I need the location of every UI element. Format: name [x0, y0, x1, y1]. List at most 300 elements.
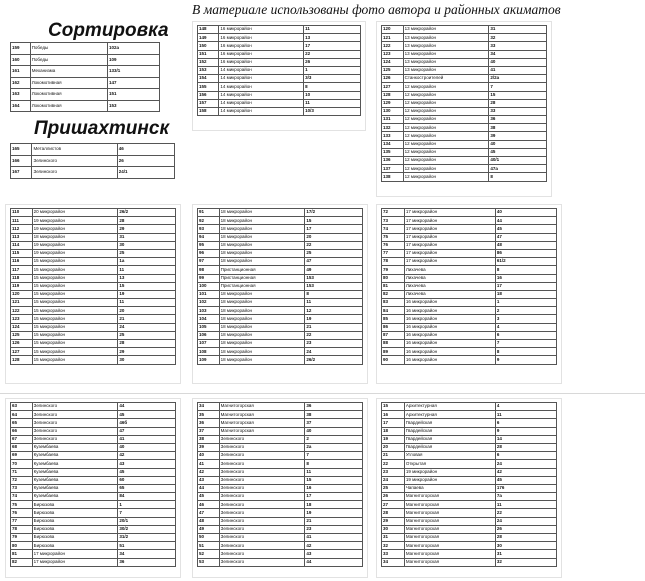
- table-row: [11, 427, 176, 435]
- house-number-cell: 26: [304, 58, 361, 66]
- house-number-cell: 40: [305, 427, 363, 435]
- table-row: [382, 340, 557, 348]
- street-name-cell: Зелинского: [219, 435, 305, 443]
- table-row: [382, 315, 557, 323]
- street-name-cell: 12 микрорайон: [403, 132, 489, 140]
- street-name-cell: Зелинского: [32, 155, 117, 167]
- street-name-cell: Бирюзова: [32, 525, 118, 533]
- table-row: [382, 493, 557, 501]
- street-name-cell: 12 микрорайон: [403, 140, 489, 148]
- table-row: [382, 91, 547, 99]
- street-name-cell: Угловая: [404, 452, 495, 460]
- street-name-cell: Зелинского: [219, 517, 305, 525]
- row-number-cell: 74: [11, 493, 33, 501]
- row-number-cell: 78: [11, 525, 33, 533]
- row-number-cell: 87: [382, 331, 405, 339]
- street-name-cell: Зелинского: [219, 550, 305, 558]
- table-row: [198, 427, 363, 435]
- table-row: [11, 493, 176, 501]
- table-row: [198, 517, 363, 525]
- table-row: [382, 58, 547, 66]
- table-row: [198, 209, 363, 217]
- table-row: [382, 323, 557, 331]
- row-number-cell: 100: [198, 282, 220, 290]
- house-number-cell: 24: [305, 348, 363, 356]
- row-number-cell: 81: [382, 282, 405, 290]
- table-row: [382, 411, 557, 419]
- house-number-cell: 47а: [489, 165, 547, 173]
- street-name-cell: Зелинского: [32, 435, 118, 443]
- house-number-cell: 40: [489, 58, 547, 66]
- table-row: [382, 83, 547, 91]
- address-table: [10, 143, 175, 179]
- street-name-cell: Кузембаева: [32, 493, 118, 501]
- table-row: [382, 173, 547, 181]
- street-name-cell: 18 микрорайон: [219, 307, 305, 315]
- house-number-cell: 33: [489, 107, 547, 115]
- table-row: [11, 43, 160, 55]
- table-panel-110-128: [5, 204, 181, 384]
- row-number-cell: 125: [382, 66, 404, 74]
- row-number-cell: 119: [11, 282, 33, 290]
- house-number-cell: 10/3: [304, 107, 361, 115]
- street-name-cell: Магнитогорская: [404, 525, 495, 533]
- house-number-cell: 47: [305, 258, 363, 266]
- house-number-cell: 61/2: [495, 258, 556, 266]
- street-name-cell: 15 микрорайон: [32, 356, 118, 364]
- street-name-cell: 19 микрорайон: [404, 476, 495, 484]
- street-name-cell: Магнитогорская: [219, 419, 305, 427]
- street-name-cell: 16 микрорайон: [219, 26, 304, 34]
- table-row: [382, 34, 547, 42]
- table-row: [11, 340, 176, 348]
- row-number-cell: 68: [11, 443, 33, 451]
- house-number-cell: 8: [305, 460, 363, 468]
- house-number-cell: 43: [305, 550, 363, 558]
- house-number-cell: 28: [495, 534, 556, 542]
- house-number-cell: 17: [495, 282, 556, 290]
- row-number-cell: 151: [198, 50, 219, 58]
- row-number-cell: 25: [382, 484, 405, 492]
- street-name-cell: Магнитогорская: [404, 550, 495, 558]
- table-row: [11, 307, 176, 315]
- house-number-cell: 176: [495, 484, 556, 492]
- row-number-cell: 158: [198, 107, 219, 115]
- row-number-cell: 38: [198, 435, 220, 443]
- row-number-cell: 95: [198, 241, 220, 249]
- table-row: [382, 476, 557, 484]
- house-number-cell: 31: [495, 550, 556, 558]
- row-number-cell: 80: [11, 542, 33, 550]
- table-row: [198, 233, 363, 241]
- house-number-cell: 7: [489, 83, 547, 91]
- row-number-cell: 152: [198, 58, 219, 66]
- table-row: [11, 348, 176, 356]
- street-name-cell: Пристанционная: [219, 266, 305, 274]
- street-name-cell: 16 микрорайон: [219, 34, 304, 42]
- house-number-cell: 40: [495, 209, 556, 217]
- house-number-cell: 15: [305, 217, 363, 225]
- row-number-cell: 74: [382, 225, 405, 233]
- row-number-cell: 118: [11, 274, 33, 282]
- house-number-cell: 11: [118, 299, 176, 307]
- house-number-cell: 31: [118, 233, 176, 241]
- prishakhtinsk-table-panel: [10, 143, 175, 181]
- house-number-cell: 41: [489, 66, 547, 74]
- house-number-cell: 9: [495, 427, 556, 435]
- street-name-cell: Металлистов: [32, 144, 117, 156]
- table-row: [11, 258, 176, 266]
- street-name-cell: 15 микрорайон: [32, 348, 118, 356]
- row-number-cell: 88: [382, 340, 405, 348]
- row-number-cell: 73: [11, 484, 33, 492]
- table-row: [11, 209, 176, 217]
- house-number-cell: 14: [495, 435, 556, 443]
- house-number-cell: 39: [489, 132, 547, 140]
- row-number-cell: 45: [198, 493, 220, 501]
- street-name-cell: 12 микрорайон: [403, 91, 489, 99]
- house-number-cell: 32: [495, 558, 556, 566]
- street-name-cell: 19 микрорайон: [32, 217, 118, 225]
- row-number-cell: 162: [11, 77, 31, 89]
- street-name-cell: Локомотивная: [30, 89, 107, 101]
- house-number-cell: 153: [107, 100, 159, 112]
- table-row: [198, 493, 363, 501]
- row-number-cell: 97: [198, 258, 220, 266]
- table-row: [198, 468, 363, 476]
- row-number-cell: 85: [382, 315, 405, 323]
- row-number-cell: 104: [198, 315, 220, 323]
- address-table: [381, 402, 557, 567]
- row-number-cell: 163: [11, 89, 31, 101]
- street-name-cell: Зелинского: [32, 427, 118, 435]
- row-number-cell: 124: [11, 323, 33, 331]
- table-row: [11, 315, 176, 323]
- row-number-cell: 164: [11, 100, 31, 112]
- street-name-cell: 14 микрорайон: [219, 107, 304, 115]
- house-number-cell: 20: [305, 233, 363, 241]
- street-name-cell: 15 микрорайон: [32, 282, 118, 290]
- row-number-cell: 83: [382, 299, 405, 307]
- table-row: [382, 419, 557, 427]
- house-number-cell: 30: [495, 542, 556, 550]
- row-number-cell: 84: [382, 307, 405, 315]
- table-row: [382, 274, 557, 282]
- house-number-cell: 25: [305, 249, 363, 257]
- table-row: [382, 452, 557, 460]
- house-number-cell: 16: [305, 484, 363, 492]
- table-row: [382, 348, 557, 356]
- street-name-cell: Победы: [30, 43, 107, 55]
- street-name-cell: Гвардейская: [404, 443, 495, 451]
- row-number-cell: 148: [198, 26, 219, 34]
- table-row: [382, 282, 557, 290]
- house-number-cell: 11: [118, 266, 176, 274]
- house-number-cell: 36: [489, 116, 547, 124]
- street-name-cell: Зелинского: [219, 558, 305, 566]
- row-number-cell: 21: [382, 452, 405, 460]
- house-number-cell: 34: [118, 550, 176, 558]
- table-panel-148-158: [192, 21, 366, 131]
- prishakhtinsk-heading: Пришахтинск: [34, 118, 170, 139]
- street-name-cell: Гвардейская: [404, 427, 495, 435]
- street-name-cell: Зелинского: [219, 443, 305, 451]
- table-row: [198, 107, 361, 115]
- table-row: [198, 299, 363, 307]
- street-name-cell: 15 микрорайон: [32, 307, 118, 315]
- house-number-cell: 40: [118, 443, 176, 451]
- row-number-cell: 98: [198, 266, 220, 274]
- house-number-cell: 6: [495, 331, 556, 339]
- house-number-cell: 33: [489, 42, 547, 50]
- street-name-cell: 15 микрорайон: [32, 290, 118, 298]
- street-name-cell: Кузембаева: [32, 443, 118, 451]
- house-number-cell: 7: [305, 452, 363, 460]
- row-number-cell: 16: [382, 411, 405, 419]
- row-number-cell: 153: [198, 66, 219, 74]
- street-name-cell: 17 микрорайон: [32, 550, 118, 558]
- house-number-cell: 2а: [305, 443, 363, 451]
- row-number-cell: 42: [198, 468, 220, 476]
- row-number-cell: 15: [382, 403, 405, 411]
- row-number-cell: 64: [11, 411, 33, 419]
- table-row: [11, 411, 176, 419]
- house-number-cell: 86: [495, 249, 556, 257]
- row-number-cell: 30: [382, 525, 405, 533]
- house-number-cell: 153: [305, 274, 363, 282]
- house-number-cell: 4: [495, 403, 556, 411]
- house-number-cell: 44: [305, 558, 363, 566]
- house-number-cell: 41: [118, 435, 176, 443]
- street-name-cell: 18 микрорайон: [219, 249, 305, 257]
- row-number-cell: 80: [382, 274, 405, 282]
- house-number-cell: 51: [118, 542, 176, 550]
- table-row: [11, 403, 176, 411]
- row-number-cell: 112: [11, 225, 33, 233]
- table-row: [198, 42, 361, 50]
- street-name-cell: Кузембаева: [32, 476, 118, 484]
- street-name-cell: 14 микрорайон: [219, 75, 304, 83]
- row-number-cell: 105: [198, 323, 220, 331]
- row-number-cell: 34: [382, 558, 405, 566]
- table-row: [382, 165, 547, 173]
- house-number-cell: 19: [305, 315, 363, 323]
- row-number-cell: 44: [198, 484, 220, 492]
- house-number-cell: 11: [304, 26, 361, 34]
- row-number-cell: 79: [382, 266, 405, 274]
- table-row: [11, 460, 176, 468]
- street-name-cell: 17 микрорайон: [404, 241, 495, 249]
- house-number-cell: 11: [304, 99, 361, 107]
- row-number-cell: 52: [198, 550, 220, 558]
- street-name-cell: 19 микрорайон: [32, 225, 118, 233]
- address-table: [10, 208, 176, 365]
- house-number-cell: 46: [117, 144, 174, 156]
- street-name-cell: Зелинского: [32, 167, 117, 179]
- house-number-cell: 26/2: [305, 356, 363, 364]
- house-number-cell: 22: [495, 509, 556, 517]
- street-name-cell: 12 микрорайон: [403, 165, 489, 173]
- table-panel-91-109: [192, 204, 368, 384]
- table-row: [198, 323, 363, 331]
- table-row: [198, 83, 361, 91]
- row-number-cell: 91: [198, 209, 220, 217]
- street-name-cell: Открытая: [404, 460, 495, 468]
- table-row: [11, 452, 176, 460]
- house-number-cell: 43: [118, 460, 176, 468]
- house-number-cell: 8: [304, 83, 361, 91]
- table-row: [11, 443, 176, 451]
- row-number-cell: 86: [382, 323, 405, 331]
- street-name-cell: Лихачева: [404, 266, 495, 274]
- street-name-cell: 18 микрорайон: [219, 258, 305, 266]
- table-panel-34-53: [192, 398, 368, 578]
- row-number-cell: 132: [382, 124, 404, 132]
- house-number-cell: 24: [495, 460, 556, 468]
- house-number-cell: 36: [305, 403, 363, 411]
- house-number-cell: 40: [489, 140, 547, 148]
- table-row: [11, 282, 176, 290]
- row-number-cell: 128: [382, 91, 404, 99]
- house-number-cell: 109: [107, 54, 159, 66]
- row-number-cell: 37: [198, 427, 220, 435]
- street-name-cell: Пристанционная: [219, 282, 305, 290]
- table-panel-63-82: [5, 398, 181, 578]
- row-number-cell: 130: [382, 107, 404, 115]
- table-row: [11, 266, 176, 274]
- street-name-cell: 14 микрорайон: [219, 66, 304, 74]
- house-number-cell: 30: [118, 356, 176, 364]
- street-name-cell: 17 микрорайон: [404, 225, 495, 233]
- row-number-cell: 108: [198, 348, 220, 356]
- row-number-cell: 36: [198, 419, 220, 427]
- house-number-cell: 7а: [495, 493, 556, 501]
- street-name-cell: Чапаева: [404, 484, 495, 492]
- table-row: [198, 315, 363, 323]
- row-number-cell: 20: [382, 443, 405, 451]
- row-number-cell: 117: [11, 266, 33, 274]
- table-row: [198, 225, 363, 233]
- row-number-cell: 138: [382, 173, 404, 181]
- row-number-cell: 103: [198, 307, 220, 315]
- house-number-cell: 133/1: [107, 66, 159, 78]
- house-number-cell: 24: [118, 323, 176, 331]
- table-row: [11, 435, 176, 443]
- table-row: [198, 403, 363, 411]
- row-number-cell: 70: [11, 460, 33, 468]
- house-number-cell: 19: [305, 509, 363, 517]
- table-row: [382, 99, 547, 107]
- row-number-cell: 43: [198, 476, 220, 484]
- row-number-cell: 111: [11, 217, 33, 225]
- house-number-cell: 2/2а: [489, 75, 547, 83]
- table-row: [382, 266, 557, 274]
- address-table: [10, 402, 176, 567]
- house-number-cell: 40/1: [489, 157, 547, 165]
- row-number-cell: 123: [11, 315, 33, 323]
- table-row: [198, 411, 363, 419]
- row-number-cell: 19: [382, 435, 405, 443]
- house-number-cell: 42: [495, 468, 556, 476]
- house-number-cell: 21: [305, 517, 363, 525]
- table-row: [198, 75, 361, 83]
- house-number-cell: 24/1: [117, 167, 174, 179]
- house-number-cell: 28: [495, 443, 556, 451]
- table-row: [382, 534, 557, 542]
- address-table: [381, 25, 547, 182]
- row-number-cell: 122: [11, 307, 33, 315]
- street-name-cell: 13 микрорайон: [403, 26, 489, 34]
- table-row: [382, 233, 557, 241]
- street-name-cell: 16 микрорайон: [404, 315, 495, 323]
- street-name-cell: Механизма: [30, 66, 107, 78]
- row-number-cell: 26: [382, 493, 405, 501]
- house-number-cell: 15: [118, 282, 176, 290]
- house-number-cell: 29: [118, 348, 176, 356]
- row-number-cell: 156: [198, 91, 219, 99]
- table-row: [382, 217, 557, 225]
- table-row: [198, 91, 361, 99]
- house-number-cell: 1а: [118, 258, 176, 266]
- house-number-cell: 36: [118, 558, 176, 566]
- table-row: [198, 443, 363, 451]
- house-number-cell: 15: [305, 476, 363, 484]
- house-number-cell: 7: [495, 340, 556, 348]
- street-name-cell: 13 микрорайон: [403, 34, 489, 42]
- table-row: [11, 144, 175, 156]
- row-number-cell: 39: [198, 443, 220, 451]
- row-number-cell: 96: [198, 249, 220, 257]
- row-number-cell: 154: [198, 75, 219, 83]
- house-number-cell: 8: [495, 348, 556, 356]
- row-number-cell: 46: [198, 501, 220, 509]
- table-row: [198, 534, 363, 542]
- row-number-cell: 75: [382, 233, 405, 241]
- street-name-cell: 12 микрорайон: [403, 107, 489, 115]
- table-row: [198, 525, 363, 533]
- table-row: [198, 331, 363, 339]
- house-number-cell: 151: [107, 89, 159, 101]
- house-number-cell: 17: [305, 225, 363, 233]
- row-number-cell: 90: [382, 356, 405, 364]
- row-number-cell: 77: [382, 249, 405, 257]
- row-number-cell: 155: [198, 83, 219, 91]
- house-number-cell: 28: [489, 99, 547, 107]
- street-name-cell: Гвардейская: [404, 435, 495, 443]
- table-row: [11, 501, 176, 509]
- table-row: [11, 274, 176, 282]
- table-row: [11, 100, 160, 112]
- house-number-cell: 8: [495, 266, 556, 274]
- row-number-cell: 40: [198, 452, 220, 460]
- table-row: [382, 209, 557, 217]
- table-row: [382, 468, 557, 476]
- street-name-cell: Гвардейская: [404, 419, 495, 427]
- house-number-cell: 23: [305, 525, 363, 533]
- row-number-cell: 81: [11, 550, 33, 558]
- row-number-cell: 23: [382, 468, 405, 476]
- row-number-cell: 165: [11, 144, 32, 156]
- street-name-cell: 14 микрорайон: [219, 99, 304, 107]
- house-number-cell: 16: [495, 274, 556, 282]
- street-name-cell: Магнитогорская: [404, 501, 495, 509]
- house-number-cell: 45: [495, 476, 556, 484]
- table-row: [11, 517, 176, 525]
- row-number-cell: 102: [198, 299, 220, 307]
- house-number-cell: 44: [118, 403, 176, 411]
- row-number-cell: 126: [382, 75, 404, 83]
- table-row: [382, 241, 557, 249]
